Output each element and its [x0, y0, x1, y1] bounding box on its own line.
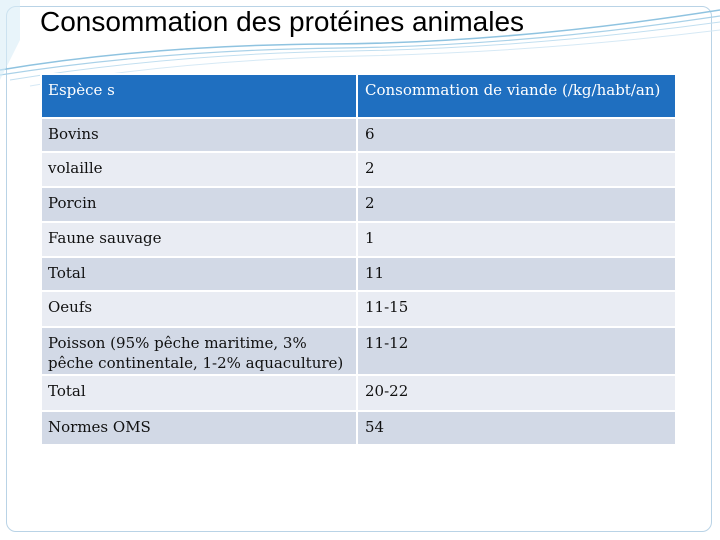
cell-value: 54	[357, 411, 676, 445]
cell-value: 20-22	[357, 375, 676, 411]
cell-species: Oeufs	[41, 291, 357, 327]
cell-value: 2	[357, 187, 676, 222]
cell-species: Total	[41, 257, 357, 291]
table-row	[41, 291, 676, 327]
table-row	[41, 375, 676, 411]
cell-value: 11-12	[357, 327, 676, 375]
header-species: Espèce s	[41, 74, 357, 118]
cell-value: 1	[357, 222, 676, 257]
consumption-table	[40, 73, 677, 446]
cell-species: Poisson (95% pêche maritime, 3% pêche continentale, 1-2% aquaculture)	[41, 327, 357, 375]
cell-species: Normes OMS	[41, 411, 357, 445]
table-row	[41, 327, 676, 375]
cell-species: Total	[41, 375, 357, 411]
cell-species: Bovins	[41, 118, 357, 152]
table-header-row	[41, 74, 676, 118]
table-row	[41, 222, 676, 257]
table-row	[41, 118, 676, 152]
slide-title: Consommation des protéines animales	[40, 6, 525, 37]
cell-value: 2	[357, 152, 676, 187]
cell-species: Porcin	[41, 187, 357, 222]
header-consumption: Consommation de viande (/kg/habt/an)	[357, 74, 676, 118]
cell-species: volaille	[41, 152, 357, 187]
table-row	[41, 257, 676, 291]
cell-species: Faune sauvage	[41, 222, 357, 257]
table-row	[41, 152, 676, 187]
cell-value: 6	[357, 118, 676, 152]
table-row	[41, 187, 676, 222]
cell-value: 11-15	[357, 291, 676, 327]
table-row	[41, 411, 676, 445]
cell-value: 11	[357, 257, 676, 291]
